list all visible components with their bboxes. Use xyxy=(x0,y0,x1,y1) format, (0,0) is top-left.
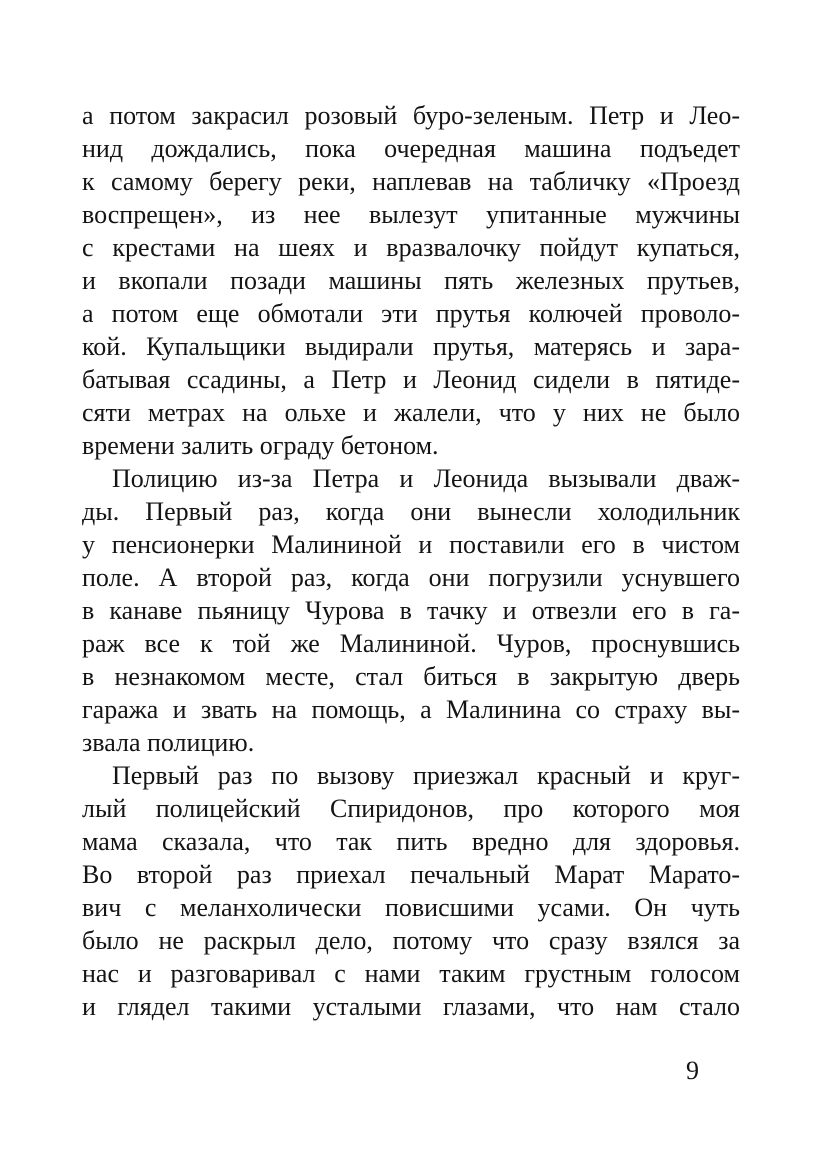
text-line: лый полицейский Спиридонов, про которого моя xyxy=(82,794,740,823)
text-line: было не раскрыл дело, потому что сразу взялся за xyxy=(82,926,740,955)
text-line: звала полицию. xyxy=(82,728,255,757)
text-line: мама сказала, что так пить вредно для здоровья. xyxy=(82,827,740,856)
text-line: гаража и звать на помощь, а Малинина со страху вы- xyxy=(82,695,740,724)
text-line: в канаве пьяницу Чурова в тачку и отвезли его в га- xyxy=(82,596,740,625)
paragraph-2 xyxy=(82,462,740,759)
text-line: у пенсионерки Малининой и поставили его в чистом xyxy=(82,530,740,559)
text-line: ды. Первый раз, когда они вынесли холодильник xyxy=(82,497,740,526)
text-line: раж все к той же Малининой. Чуров, проснувшись xyxy=(82,629,740,658)
paragraph-1 xyxy=(82,99,740,462)
text-line: батывая ссадины, а Петр и Леонид сидели в пятиде- xyxy=(82,365,740,394)
text-line: кой. Купальщики выдирали прутья, матерясь и зара- xyxy=(82,332,740,361)
page-number: 9 xyxy=(686,1056,699,1085)
text-line: сяти метрах на ольхе и жалели, что у них не было xyxy=(82,398,740,427)
text-block xyxy=(82,99,740,1023)
text-line: Первый раз по вызову приезжал красный и круг- xyxy=(112,761,740,790)
text-line: и глядел такими усталыми глазами, что нам стало xyxy=(82,992,740,1021)
text-line: к самому берегу реки, наплевав на табличку «Проезд xyxy=(82,167,740,196)
text-line: нид дождались, пока очередная машина подъедет xyxy=(82,134,740,163)
text-line: с крестами на шеях и вразвалочку пойдут купаться, xyxy=(82,233,740,262)
text-line: в незнакомом месте, стал биться в закрытую дверь xyxy=(82,662,740,691)
text-line: вич с меланхолически повисшими усами. Он чуть xyxy=(82,893,740,922)
text-line: воспрещен», из нее вылезут упитанные мужчины xyxy=(82,200,740,229)
text-line: и вкопали позади машины пять железных прутьев, xyxy=(82,266,740,295)
text-line: Полицию из-за Петра и Леонида вызывали дваж- xyxy=(112,464,740,493)
text-line: времени залить ограду бетоном. xyxy=(82,431,439,460)
text-line: нас и разговаривал с нами таким грустным голосом xyxy=(82,959,740,988)
text-line: а потом закрасил розовый буро-зеленым. Петр и Лео- xyxy=(82,101,740,130)
paragraph-3 xyxy=(82,759,740,1023)
text-line: Во второй раз приехал печальный Марат Марато- xyxy=(82,860,740,889)
text-line: а потом еще обмотали эти прутья колючей проволо- xyxy=(82,299,740,328)
text-line: поле. А второй раз, когда они погрузили уснувшего xyxy=(82,563,740,592)
